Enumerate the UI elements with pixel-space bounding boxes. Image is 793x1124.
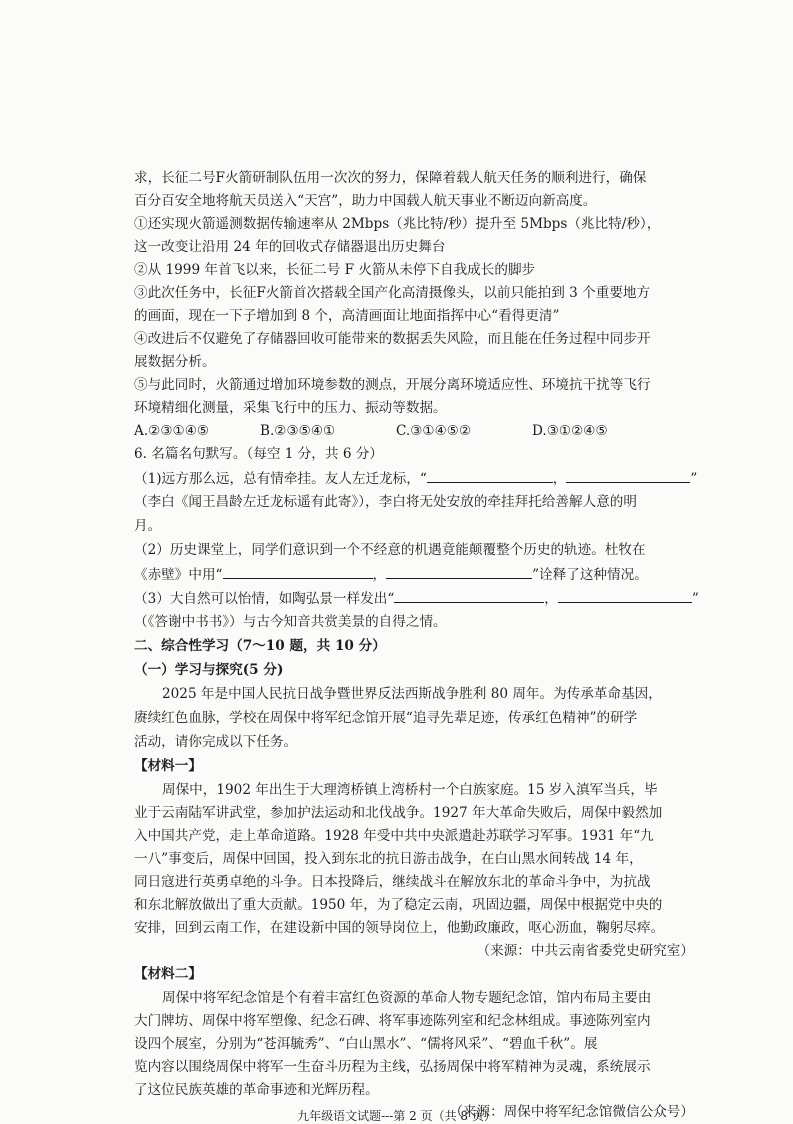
q6-part1-close-quote: ” — [690, 471, 698, 487]
material-2-line: 大门牌坊、周保中将军塑像、纪念石碑、将军事迹陈列室和纪念林组成。事迹陈列室内 — [134, 1013, 651, 1029]
q6-part1-comma: ， — [552, 471, 567, 487]
q6-blank-4[interactable] — [386, 564, 532, 579]
q6-part1-line-b: （李白《闻王昌龄左迁龙标遥有此寄》），李白将无处安放的牵挂拜托给善解人意的明 — [134, 494, 637, 510]
q5-option-b[interactable]: B.②③⑤④① — [260, 423, 336, 439]
q6-part1-prompt: （1)远方那么远，总有情牵挂。友人左迁龙标，“ — [134, 471, 427, 487]
q6-part2-line-b — [134, 564, 694, 585]
material-2-line: 览内容以围绕周保中将军一生奋斗历程为主线，弘扬周保中将军精神为灵魂，系统展示 — [134, 1059, 651, 1075]
q5-option-a[interactable]: A.②③①④⑤ — [134, 423, 210, 439]
q5-sentence-5b: 环境精细化测量，采集飞行中的压力、振动等数据。 — [134, 400, 447, 416]
q6-blank-1[interactable] — [427, 468, 553, 483]
q6-part3-line-a — [134, 588, 699, 609]
q6-part2-line-a: （2）历史课堂上，同学们意识到一个不经意的机遇竟能颠覆整个历史的轨迹。杜牧在 — [134, 542, 646, 558]
material-2-source: （来源：周保中将军纪念馆微信公众号） — [449, 1104, 694, 1120]
q6-blank-6[interactable] — [558, 588, 692, 603]
q5-sentence-1a: ①还实现火箭遥测数据传输速率从 2Mbps（兆比特/秒）提升至 5Mbps（兆比特/秒）， — [134, 216, 661, 232]
q6-part3-line-b: （《答谢中书书》）与古今知音共赏美景的自得之情。 — [134, 614, 447, 630]
q5-sentence-4b: 展数据分析。 — [134, 354, 216, 370]
material-1-source: （来源：中共云南省委党史研究室） — [476, 943, 694, 959]
material-1-line: 一八”事变后，周保中回国，投入到东北的抗日游击战争，在白山黑水间转战 14 年， — [134, 851, 643, 867]
material-1-line: 业于云南陆军讲武堂，参加护法运动和北伐战争。1927 年大革命失败后，周保中毅然加 — [134, 805, 663, 821]
section-intro-3: 活动，请你完成以下任务。 — [134, 734, 298, 750]
section-intro-2: 赓续红色血脉，学校在周保中将军纪念馆开展“追寻先辈足迹，传承红色精神”的研学 — [134, 710, 638, 726]
q5-option-c[interactable]: C.③①④⑤② — [396, 423, 472, 439]
q6-part2-comma: ， — [372, 567, 387, 583]
material-1-line: 入中国共产党，走上革命道路。1928 年受中共中央派遣赴苏联学习军事。1931 年“九 — [134, 828, 654, 844]
q6-part2-prompt: 《赤壁》中用“ — [134, 567, 223, 583]
q6-blank-5[interactable] — [394, 588, 544, 603]
q5-sentence-3b: 的画面，现在一下子增加到 8 个，高清画面让地面指挥中心“看得更清” — [134, 308, 560, 324]
q5-sentence-5a: ⑤与此同时，火箭通过增加环境参数的测点，开展分离环境适应性、环境抗干扰等飞行 — [134, 377, 651, 393]
q6-title: 6. 名篇名句默写。（每空 1 分，共 6 分） — [134, 446, 383, 462]
section-heading: 二、综合性学习（7～10 题，共 10 分） — [134, 638, 386, 654]
q5-sentence-4a: ④改进后不仅避免了存储器回收可能带来的数据丢失风险，而且能在任务过程中同步开 — [134, 331, 651, 347]
material-1-line: 和东北解放做出了重大贡献。1950 年，为了稳定云南，巩固边疆，周保中根据党中央的 — [134, 897, 663, 913]
material-1-line: 安排，回到云南工作，在建设新中国的领导岗位上，他勤政廉政，呕心沥血，鞠躬尽瘁。 — [134, 920, 665, 936]
material-1-line: 同日寇进行英勇卓绝的斗争。日本投降后，继续战斗在解放东北的革命斗争中，为抗战 — [134, 874, 651, 890]
q6-part3-close-quote: ” — [691, 591, 699, 607]
q6-part3-prompt: （3）大自然可以怡情，如陶弘景一样发出“ — [134, 591, 395, 607]
section-intro-1: 2025 年是中国人民抗日战争暨世界反法西斯战争胜利 80 周年。为传承革命基因， — [162, 686, 662, 702]
material-2-line: 设四个展室，分别为“苍洱毓秀”、“白山黑水”、“儒将风采”、“碧血千秋”。展 — [134, 1036, 598, 1052]
q6-part1-line-c: 月。 — [134, 518, 162, 534]
q6-part2-suffix: ”诠释了这种情况。 — [532, 567, 648, 583]
q5-sentence-2: ②从 1999 年首飞以来，长征二号 F 火箭从未停下自我成长的脚步 — [134, 262, 536, 278]
q6-blank-2[interactable] — [566, 468, 690, 483]
q5-option-d[interactable]: D.③①②④⑤ — [532, 423, 608, 439]
subsection-heading: （一）学习与探究(5 分) — [134, 662, 284, 678]
material-1-label: 【材料一】 — [134, 758, 202, 774]
q5-sentence-1b: 这一改变让沿用 24 年的回收式存储器退出历史舞台 — [134, 239, 446, 255]
material-2-line: 周保中将军纪念馆是个有着丰富红色资源的革命人物专题纪念馆，馆内布局主要由 — [162, 990, 652, 1006]
q6-blank-3[interactable] — [223, 564, 373, 579]
q5-sentence-3a: ③此次任务中，长征F火箭首次搭载全国产化高清摄像头，以前只能拍到 3 个重要地方 — [134, 285, 651, 301]
q5-intro-line-1: 求，长征二号F火箭研制队伍用一次次的努力，保障着载人航天任务的顺利进行，确保 — [134, 170, 647, 186]
material-2-label: 【材料二】 — [134, 966, 202, 982]
q6-part1-line-a — [134, 468, 698, 489]
q6-part3-comma: ， — [544, 591, 558, 607]
material-1-line: 周保中，1902 年出生于大理湾桥镇上湾桥村一个白族家庭。15 岁入滇军当兵，毕 — [162, 782, 658, 798]
material-2-line: 了这位民族英雄的革命事迹和光辉历程。 — [134, 1082, 379, 1098]
q5-intro-line-2: 百分百安全地将航天员送入“天宫”，助力中国载人航天事业不断迈向新高度。 — [134, 193, 597, 209]
page-footer: 九年级语文试题---第 2 页（共 8 页） — [297, 1109, 496, 1123]
